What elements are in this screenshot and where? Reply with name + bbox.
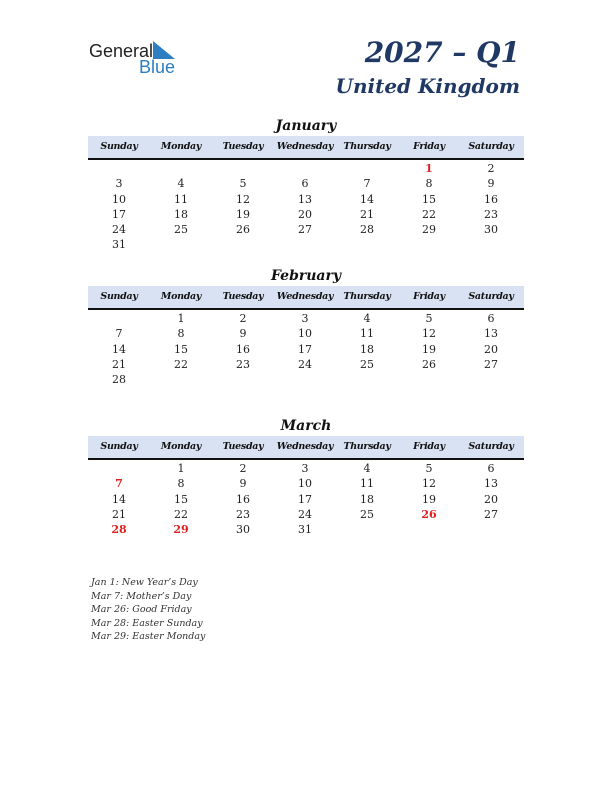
day-cell: 14 <box>360 192 374 206</box>
day-cell: 25 <box>360 357 374 371</box>
day-cell: 8 <box>177 477 185 491</box>
day-cell: 15 <box>174 492 188 506</box>
day-cell: 1 <box>425 162 433 175</box>
empty-day-cell <box>150 161 212 176</box>
day-cell: 9 <box>239 477 247 491</box>
day-cell: 25 <box>174 223 188 237</box>
month-calendar-february <box>88 266 524 387</box>
weekday-header: Saturday <box>468 441 514 452</box>
holiday-item: Jan 1: New Year’s Day <box>91 577 198 588</box>
day-cell: 11 <box>360 327 374 341</box>
weekday-header: Sunday <box>100 441 138 452</box>
day-cell: 22 <box>174 357 188 371</box>
day-cell: 28 <box>111 523 127 537</box>
day-cell: 20 <box>484 342 498 356</box>
empty-day-cell <box>150 372 212 387</box>
day-cell: 29 <box>173 523 189 537</box>
day-cell: 28 <box>360 223 374 237</box>
week-row <box>88 461 524 476</box>
day-cell: 23 <box>236 357 250 371</box>
weekday-header-row <box>88 286 524 310</box>
day-cell: 20 <box>484 492 498 506</box>
day-cell: 6 <box>487 462 495 475</box>
generalblue-logo <box>89 40 189 76</box>
month-name: March <box>280 418 332 434</box>
weekday-header: Saturday <box>468 291 514 302</box>
week-row <box>88 507 524 522</box>
day-cell: 12 <box>422 477 436 491</box>
day-cell: 17 <box>112 207 126 221</box>
empty-day-cell <box>336 237 398 252</box>
day-cell: 14 <box>112 342 126 356</box>
day-cell: 8 <box>177 327 185 341</box>
holiday-item: Mar 29: Easter Monday <box>91 631 206 643</box>
week-row <box>88 357 524 372</box>
empty-day-cell <box>212 237 274 252</box>
month-calendar-january <box>88 116 524 253</box>
weekday-header-row <box>88 136 524 160</box>
day-cell: 21 <box>112 357 126 371</box>
day-cell: 14 <box>112 492 126 506</box>
empty-day-cell <box>460 372 522 387</box>
day-cell: 10 <box>298 327 312 341</box>
day-cell: 19 <box>422 342 436 356</box>
day-cell: 26 <box>422 357 436 371</box>
logo-general-text: General <box>89 41 154 61</box>
day-cell: 31 <box>298 523 312 537</box>
day-cell: 23 <box>484 207 498 221</box>
logo-blue-text: Blue <box>139 57 176 77</box>
day-cell: 27 <box>298 223 312 237</box>
weekday-header: Thursday <box>343 291 391 302</box>
week-row <box>88 311 524 326</box>
week-row <box>88 342 524 357</box>
weekday-header: Thursday <box>343 441 391 452</box>
empty-day-cell <box>398 522 460 537</box>
day-cell: 2 <box>239 312 247 325</box>
weekday-header: Tuesday <box>222 291 264 302</box>
day-cell: 18 <box>174 207 188 221</box>
week-row <box>88 522 524 537</box>
holiday-item: Mar 26: Good Friday <box>91 604 192 616</box>
weekday-header: Friday <box>413 441 445 452</box>
day-cell: 3 <box>115 177 123 191</box>
day-cell: 7 <box>115 477 123 491</box>
day-cell: 1 <box>177 312 185 325</box>
country-subtitle: United Kingdom <box>335 74 520 98</box>
day-cell: 6 <box>487 312 495 325</box>
weekday-header: Friday <box>413 141 445 152</box>
day-cell: 13 <box>484 327 498 341</box>
week-row <box>88 222 524 237</box>
empty-day-cell <box>150 237 212 252</box>
weekday-header: Tuesday <box>222 141 264 152</box>
week-row <box>88 192 524 207</box>
day-cell: 16 <box>236 492 250 506</box>
week-row <box>88 161 524 176</box>
day-cell: 11 <box>174 192 188 206</box>
day-cell: 27 <box>484 507 498 521</box>
empty-day-cell <box>274 161 336 176</box>
day-cell: 2 <box>487 162 495 175</box>
day-cell: 5 <box>239 177 247 191</box>
day-cell: 30 <box>236 523 250 537</box>
day-cell: 24 <box>298 507 312 521</box>
day-cell: 16 <box>236 342 250 356</box>
day-cell: 4 <box>177 177 185 191</box>
empty-day-cell <box>88 311 150 326</box>
day-cell: 10 <box>298 477 312 491</box>
empty-day-cell <box>88 461 150 476</box>
day-cell: 15 <box>174 342 188 356</box>
empty-day-cell <box>398 237 460 252</box>
day-cell: 30 <box>484 223 498 237</box>
day-cell: 17 <box>298 342 312 356</box>
day-cell: 8 <box>425 177 433 191</box>
day-cell: 6 <box>301 177 309 191</box>
day-cell: 4 <box>363 312 371 325</box>
weekday-header: Monday <box>160 291 202 302</box>
weekday-header: Tuesday <box>222 441 264 452</box>
day-cell: 10 <box>112 192 126 206</box>
week-row <box>88 476 524 491</box>
weekday-header: Sunday <box>100 291 138 302</box>
month-name: February <box>270 268 341 284</box>
day-cell: 7 <box>115 327 123 341</box>
day-cell: 21 <box>112 507 126 521</box>
day-cell: 3 <box>301 312 309 325</box>
day-cell: 12 <box>422 327 436 341</box>
week-row <box>88 207 524 222</box>
day-cell: 3 <box>301 462 309 475</box>
day-cell: 2 <box>239 462 247 475</box>
day-cell: 1 <box>177 462 185 475</box>
weekday-header-row <box>88 436 524 460</box>
day-cell: 16 <box>484 192 498 206</box>
day-cell: 25 <box>360 507 374 521</box>
day-cell: 13 <box>484 477 498 491</box>
weekday-header: Saturday <box>468 141 514 152</box>
day-cell: 26 <box>421 507 437 521</box>
day-cell: 19 <box>236 207 250 221</box>
week-row <box>88 326 524 341</box>
day-cell: 13 <box>298 192 312 206</box>
weekday-header: Wednesday <box>276 291 334 302</box>
day-cell: 15 <box>422 192 436 206</box>
day-cell: 26 <box>236 223 250 237</box>
holiday-item: Mar 7: Mother’s Day <box>91 590 192 602</box>
day-cell: 9 <box>487 177 495 191</box>
empty-day-cell <box>274 372 336 387</box>
day-cell: 7 <box>363 177 371 191</box>
day-cell: 31 <box>112 238 126 252</box>
day-cell: 18 <box>360 342 374 356</box>
day-cell: 27 <box>484 357 498 371</box>
holiday-list <box>91 576 205 644</box>
empty-day-cell <box>398 372 460 387</box>
day-cell: 4 <box>363 462 371 475</box>
empty-day-cell <box>212 161 274 176</box>
weekday-header: Friday <box>413 291 445 302</box>
empty-day-cell <box>212 372 274 387</box>
day-cell: 21 <box>360 207 374 221</box>
weekday-header: Wednesday <box>276 441 334 452</box>
day-cell: 18 <box>360 492 374 506</box>
page-title: 2027 – Q1 <box>364 36 520 69</box>
day-cell: 23 <box>236 507 250 521</box>
empty-day-cell <box>460 522 522 537</box>
empty-day-cell <box>460 237 522 252</box>
weekday-header: Monday <box>160 141 202 152</box>
empty-day-cell <box>274 237 336 252</box>
day-cell: 24 <box>112 223 126 237</box>
week-row <box>88 237 524 252</box>
day-cell: 22 <box>174 507 188 521</box>
day-cell: 19 <box>422 492 436 506</box>
day-cell: 28 <box>112 373 126 387</box>
day-cell: 20 <box>298 207 312 221</box>
empty-day-cell <box>336 161 398 176</box>
weekday-header: Sunday <box>100 141 138 152</box>
day-cell: 5 <box>425 312 433 325</box>
week-row <box>88 492 524 507</box>
empty-day-cell <box>336 522 398 537</box>
day-cell: 22 <box>422 207 436 221</box>
week-row <box>88 176 524 191</box>
month-calendar-march <box>88 416 524 537</box>
month-name: January <box>275 118 337 134</box>
day-cell: 11 <box>360 477 374 491</box>
weekday-header: Thursday <box>343 141 391 152</box>
week-row <box>88 372 524 387</box>
weekday-header: Wednesday <box>276 141 334 152</box>
weekday-header: Monday <box>160 441 202 452</box>
empty-day-cell <box>336 372 398 387</box>
day-cell: 12 <box>236 192 250 206</box>
day-cell: 5 <box>425 462 433 475</box>
empty-day-cell <box>88 161 150 176</box>
day-cell: 24 <box>298 357 312 371</box>
day-cell: 17 <box>298 492 312 506</box>
day-cell: 9 <box>239 327 247 341</box>
holiday-item: Mar 28: Easter Sunday <box>91 617 203 629</box>
day-cell: 29 <box>422 223 436 237</box>
